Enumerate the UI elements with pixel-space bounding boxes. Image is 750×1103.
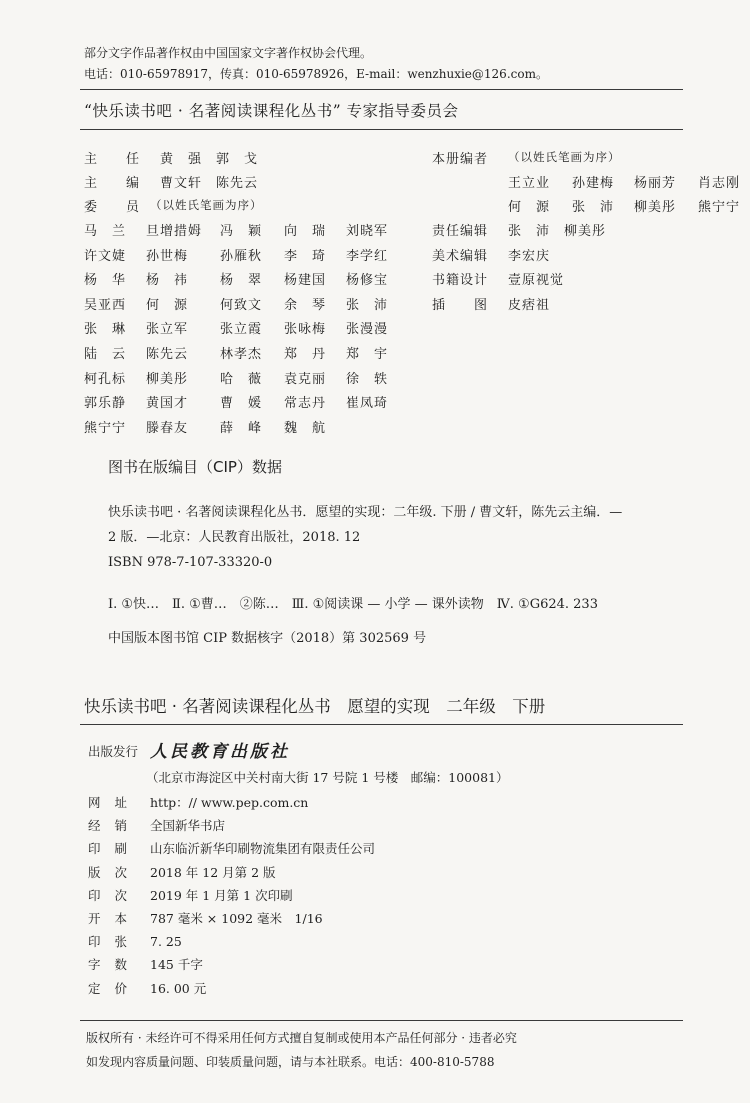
committee-member: 薛 峰 [220, 420, 263, 436]
cip-classification: Ⅰ. ①快… Ⅱ. ①曹… ②陈… Ⅲ. ①阅读课 — 小学 — 课外读物 Ⅳ. ①G624. 233 [108, 597, 598, 612]
staff-name: 皮痞祖 [508, 297, 551, 313]
committee-member: 冯 颖 [220, 224, 263, 239]
committee-title: “快乐读书吧 · 名著阅读课程化丛书” 专家指导委员会 [84, 102, 459, 120]
publication-row-label: 印张 [88, 934, 142, 950]
committee-member: 郑 宇 [346, 347, 389, 362]
committee-member: 许文婕 [84, 248, 127, 264]
publication-row [88, 932, 182, 950]
volume-editors-note: （以姓氏笔画为序） [508, 150, 621, 164]
publication-row-label: 字数 [88, 957, 142, 973]
director-label: 主 任 [84, 152, 141, 167]
book-title: 快乐读书吧 · 名著阅读课程化丛书 愿望的实现 二年级 下册 [84, 697, 546, 716]
volume-editor: 何 源 [508, 200, 551, 215]
publication-row-value: 全国新华书店 [150, 818, 226, 834]
staff-role-label: 责任编辑 [432, 224, 489, 239]
committee-member: 旦增措姆 [146, 224, 203, 239]
committee-member: 向 瑞 [284, 224, 327, 239]
member-label: 委 员 [84, 200, 141, 215]
volume-editor: 柳美彤 [634, 200, 677, 215]
committee-member: 吴亚西 [84, 297, 127, 313]
divider [80, 1020, 683, 1021]
committee-member: 李 琦 [284, 248, 327, 264]
publication-row-value: 16. 00 元 [150, 980, 207, 996]
publication-row-label: 网址 [88, 795, 142, 810]
committee-member: 郭乐静 [84, 396, 127, 412]
editor-label: 主 编 [84, 176, 141, 191]
committee-member: 孙雁秋 [220, 248, 263, 264]
publication-row [88, 909, 323, 927]
volume-editor: 杨丽芳 [634, 176, 677, 191]
publication-row-value: 2018 年 12 月第 2 版 [150, 864, 276, 880]
committee-member: 徐 轶 [346, 371, 389, 387]
committee-member: 郑 丹 [284, 347, 327, 362]
cip-number: 中国版本图书馆 CIP 数据核字（2018）第 302569 号 [108, 631, 427, 646]
publication-row-value: 山东临沂新华印刷物流集团有限责任公司 [150, 841, 376, 857]
divider [80, 129, 683, 130]
committee-member: 陈先云 [146, 347, 189, 362]
committee-member: 哈 薇 [220, 371, 263, 387]
committee-member: 常志丹 [284, 396, 327, 412]
staff-name: 张 沛 柳美彤 [508, 224, 607, 239]
publication-row [88, 886, 293, 904]
publication-row-value: 7. 25 [150, 934, 182, 950]
publication-row-label: 经销 [88, 818, 142, 834]
committee-member: 杨 华 [84, 273, 127, 289]
committee-member: 柳美彤 [146, 371, 189, 387]
volume-editors-label: 本册编者 [432, 152, 489, 167]
committee-member: 余 琴 [284, 297, 327, 313]
staff-role-label: 插 图 [432, 297, 489, 313]
publication-row [88, 816, 225, 834]
committee-member: 熊宁宁 [84, 420, 127, 436]
publisher-logo: 人民教育出版社 [150, 742, 290, 762]
volume-editor: 王立业 [508, 176, 551, 191]
committee-member: 孙世梅 [146, 248, 189, 264]
volume-editor: 熊宁宁 [698, 200, 741, 215]
committee-member: 张漫漫 [346, 322, 389, 338]
divider [80, 724, 683, 725]
publication-row-value: 145 千字 [150, 957, 203, 973]
committee-member: 曹 媛 [220, 396, 263, 412]
committee-member: 滕春友 [146, 420, 189, 436]
divider [80, 89, 683, 90]
committee-member: 马 兰 [84, 224, 127, 239]
committee-member: 杨 祎 [146, 273, 189, 289]
publication-row-value: http：// www.pep.com.cn [150, 795, 309, 810]
committee-member: 张 琳 [84, 322, 127, 338]
publication-row [88, 955, 203, 973]
committee-member: 杨修宝 [346, 273, 389, 289]
volume-editor: 张 沛 [572, 200, 615, 215]
volume-editor: 孙建梅 [572, 176, 615, 191]
committee-member: 何致文 [220, 297, 263, 313]
volume-editor: 肖志刚 [698, 176, 741, 191]
committee-member: 林孝杰 [220, 347, 263, 362]
staff-role-label: 美术编辑 [432, 248, 489, 264]
publication-row [88, 793, 308, 811]
publication-row-label: 版次 [88, 864, 142, 880]
directors: 黄 强 郭 戈 [160, 152, 259, 167]
staff-name: 壹原视觉 [508, 273, 565, 289]
committee-member: 袁克丽 [284, 371, 327, 387]
committee-member: 张 沛 [346, 297, 389, 313]
committee-member: 崔凤琦 [346, 396, 389, 412]
chief-editors: 曹文轩 陈先云 [160, 176, 259, 191]
committee-member: 黄国才 [146, 396, 189, 412]
copyright-notice: 部分文字作品著作权由中国国家文字著作权协会代理。 [84, 46, 373, 60]
committee-member: 刘晓军 [346, 224, 389, 239]
member-order-note: （以姓氏笔画为序） [150, 198, 263, 212]
committee-member: 张立军 [146, 322, 189, 338]
publisher-address: （北京市海淀区中关村南大街 17 号院 1 号楼 邮编：100081） [146, 770, 509, 785]
committee-member: 杨 翠 [220, 273, 263, 289]
cip-line1: 快乐读书吧 · 名著阅读课程化丛书．愿望的实现：二年级. 下册 / 曹文轩，陈先云主编．— [108, 505, 623, 520]
committee-member: 李学红 [346, 248, 389, 264]
publication-row-label: 定价 [88, 980, 142, 996]
publication-row [88, 863, 276, 881]
publisher-label: 出版发行 [88, 744, 139, 759]
staff-role-label: 书籍设计 [432, 273, 489, 289]
publication-row-value: 2019 年 1 月第 1 次印刷 [150, 887, 293, 903]
isbn: ISBN 978-7-107-33320-0 [108, 555, 273, 570]
publication-row-label: 印刷 [88, 841, 142, 857]
committee-member: 何 源 [146, 297, 189, 313]
committee-member: 张咏梅 [284, 322, 327, 338]
committee-member: 魏 航 [284, 420, 327, 436]
publication-row-label: 印次 [88, 887, 142, 903]
rights-notice: 版权所有 · 未经许可不得采用任何方式擅自复制或使用本产品任何部分 · 违者必究 [86, 1031, 517, 1045]
cip-line2: 2 版．—北京：人民教育出版社，2018. 12 [108, 530, 361, 545]
cip-title: 图书在版编目（CIP）数据 [108, 458, 282, 476]
committee-member: 陆 云 [84, 347, 127, 362]
quality-notice: 如发现内容质量问题、印装质量问题，请与本社联系。电话：400-810-5788 [86, 1055, 495, 1069]
committee-member: 柯孔标 [84, 371, 127, 387]
publication-row [88, 979, 206, 997]
staff-name: 李宏庆 [508, 248, 551, 264]
contact-info: 电话：010-65978917，传真：010-65978926，E-mail：wenzhuxie@126.com。 [84, 67, 548, 81]
committee-member: 张立霞 [220, 322, 263, 338]
committee-member: 杨建国 [284, 273, 327, 289]
publication-row [88, 839, 375, 857]
publication-row-value: 787 毫米 × 1092 毫米 1/16 [150, 911, 323, 926]
publication-row-label: 开本 [88, 911, 142, 926]
